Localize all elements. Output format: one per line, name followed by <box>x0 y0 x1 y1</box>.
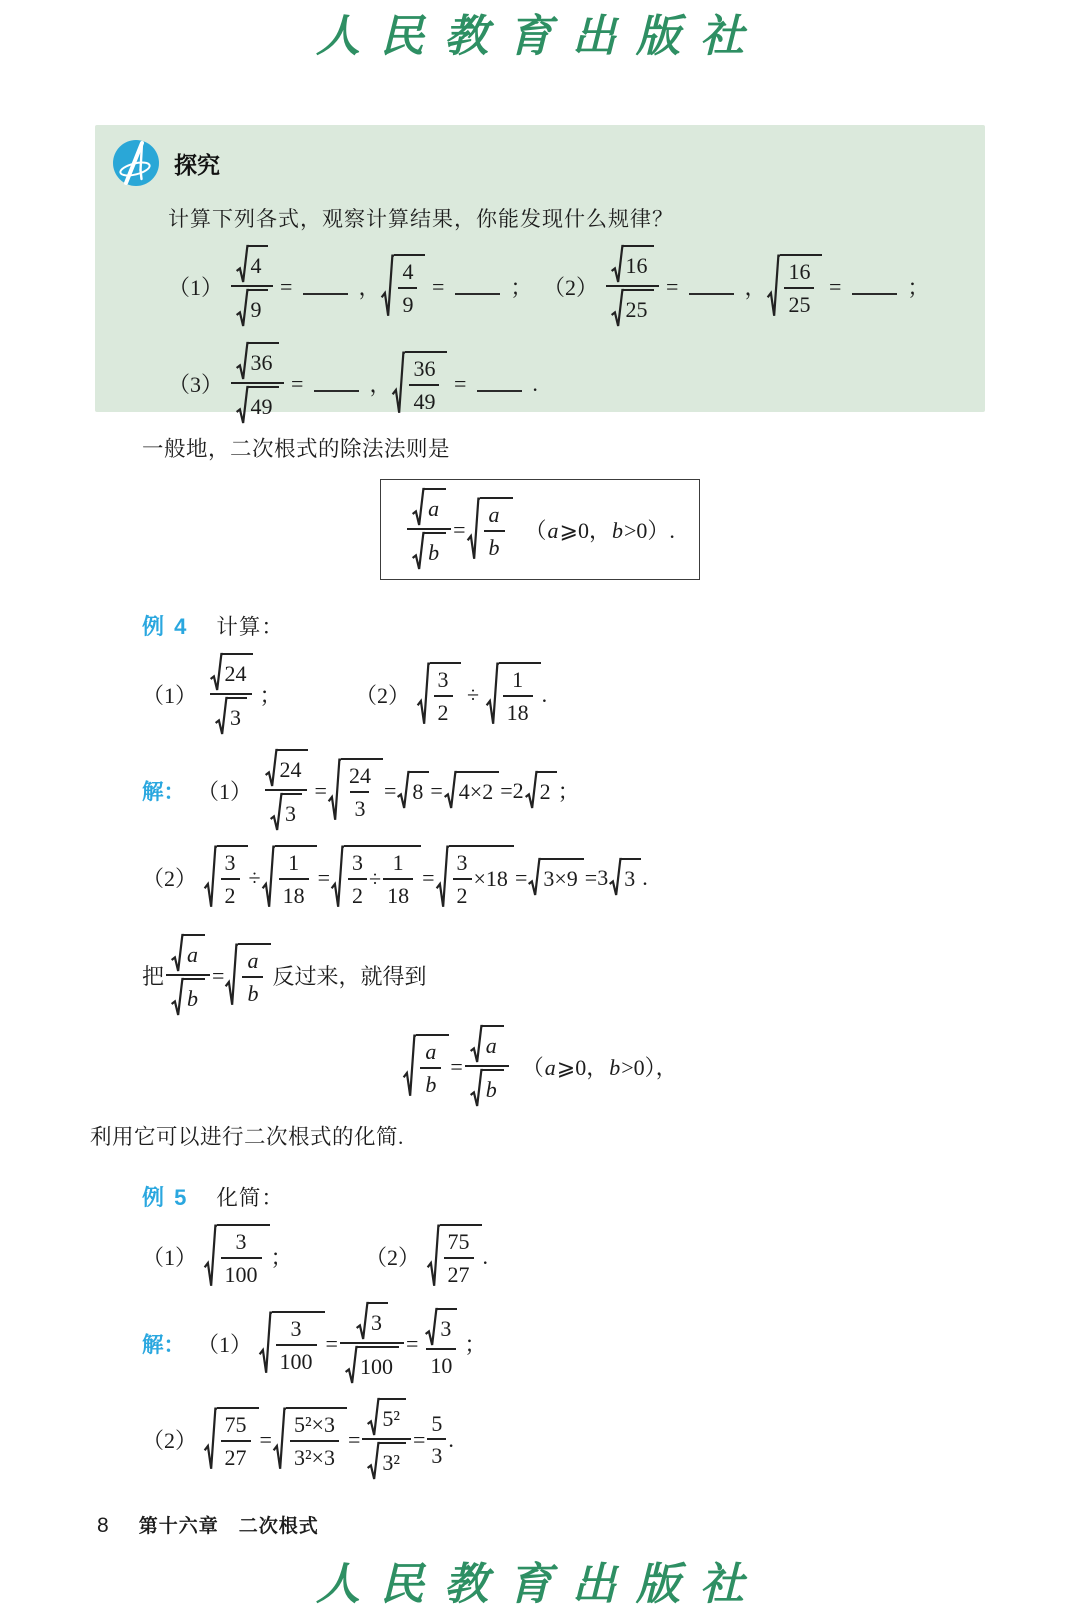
example4-problem-2: （2） $\frac{3}{2}$ ÷ $\frac{1}{18}$ . <box>355 662 547 727</box>
explore-title: 探究 <box>174 151 220 178</box>
explore-formula-2: （2） $\frac{16}{25}$ = ， $\frac{16}{25}$ = ； <box>543 245 929 328</box>
inverse-lead <box>142 934 1080 1017</box>
inverse-lead-formula: 把 $\frac{a}{b}$ = $\frac{a}{b}$ 反过来，就得到 <box>142 934 426 1017</box>
explore-formula-3: （3） $\frac{36}{49}$ = ， $\frac{36}{49}$ = . <box>168 342 538 425</box>
example5-solution-label: 解： <box>142 1333 186 1358</box>
example4-solution-label: 解： <box>142 780 186 805</box>
explore-formula-row-1 <box>168 245 985 328</box>
division-rule-box <box>380 479 700 580</box>
division-rule-formula: $\frac{a}{b}$ = $\frac{a}{b}$ （a⩾0，b>0）. <box>405 488 675 571</box>
explore-formula-1: （1） $\frac{4}{9}$ = ， $\frac{4}{9}$ = ； <box>168 245 543 328</box>
example4-solution-2: （2） $\frac{3}{2}$ ÷ $\frac{1}{18}$ = $\frac{3}{2}$ ÷ $\frac{1}{18}$ = $\frac{3}{2}$ ×18 = 3×9 =3 3 . <box>142 845 648 910</box>
explore-formula-row-2 <box>168 342 985 425</box>
example5-label: 例 5 <box>142 1185 189 1211</box>
explore-intro: 计算下列各式，观察计算结果，你能发现什么规律？ <box>168 207 674 232</box>
example5-solution-2: （2） $\frac{75}{27}$ = $\frac{\text{5²×3}}{\text{3²×3}}$ = $\frac{\text{5²}}{\text{3²}}$ = $\frac{5}{3}$ . <box>142 1398 454 1481</box>
publisher-logo-top: 人民教育出版社 <box>316 11 764 62</box>
example4-problem-1: （1） $\frac{24}{3}$ ； <box>142 653 355 736</box>
inverse-rule <box>0 1025 1080 1108</box>
example4-heading <box>142 610 1080 641</box>
page-footer <box>97 1511 1080 1538</box>
explore-section <box>95 125 985 420</box>
example5-problem-2: （2） $\frac{75}{27}$ . <box>365 1224 488 1289</box>
example5-solution-line-2 <box>142 1398 1080 1481</box>
compass-icon <box>112 139 160 187</box>
example4-problems <box>142 653 1080 736</box>
inverse-rule-formula: $\frac{a}{b}$ = $\frac{a}{b}$ （a⩾0，b>0）， <box>402 1025 677 1108</box>
explore-header <box>112 139 985 187</box>
example5-heading <box>142 1181 1080 1212</box>
example4-solution-line-1 <box>142 749 1080 832</box>
division-rule-lead: 一般地，二次根式的除法法则是 <box>142 437 451 462</box>
chapter-title: 第十六章 二次根式 <box>138 1516 319 1538</box>
example5-task: 化简： <box>216 1186 284 1211</box>
example4-solution-1: （1） $\frac{24}{3}$ = $\frac{24}{3}$ = 8 = 4×2 =2 2 ； <box>197 749 580 832</box>
inverse-tail: 利用它可以进行二次根式的化简. <box>90 1125 404 1150</box>
example5-problem-1: （1） $\frac{3}{100}$ ； <box>142 1224 365 1289</box>
example4-task: 计算： <box>216 615 284 640</box>
publisher-logo-bottom: 人民教育出版社 <box>316 1559 764 1611</box>
page-number: 8 <box>97 1514 109 1538</box>
example4-label: 例 4 <box>142 614 189 640</box>
example5-solution-line-1 <box>142 1302 1080 1385</box>
example4-solution-line-2 <box>142 845 1080 910</box>
example5-solution-1: （1） $\frac{3}{100}$ = $\frac{3}{100}$ = $\frac{3}{10}$ ； <box>197 1302 486 1385</box>
example5-problems <box>142 1224 1080 1289</box>
